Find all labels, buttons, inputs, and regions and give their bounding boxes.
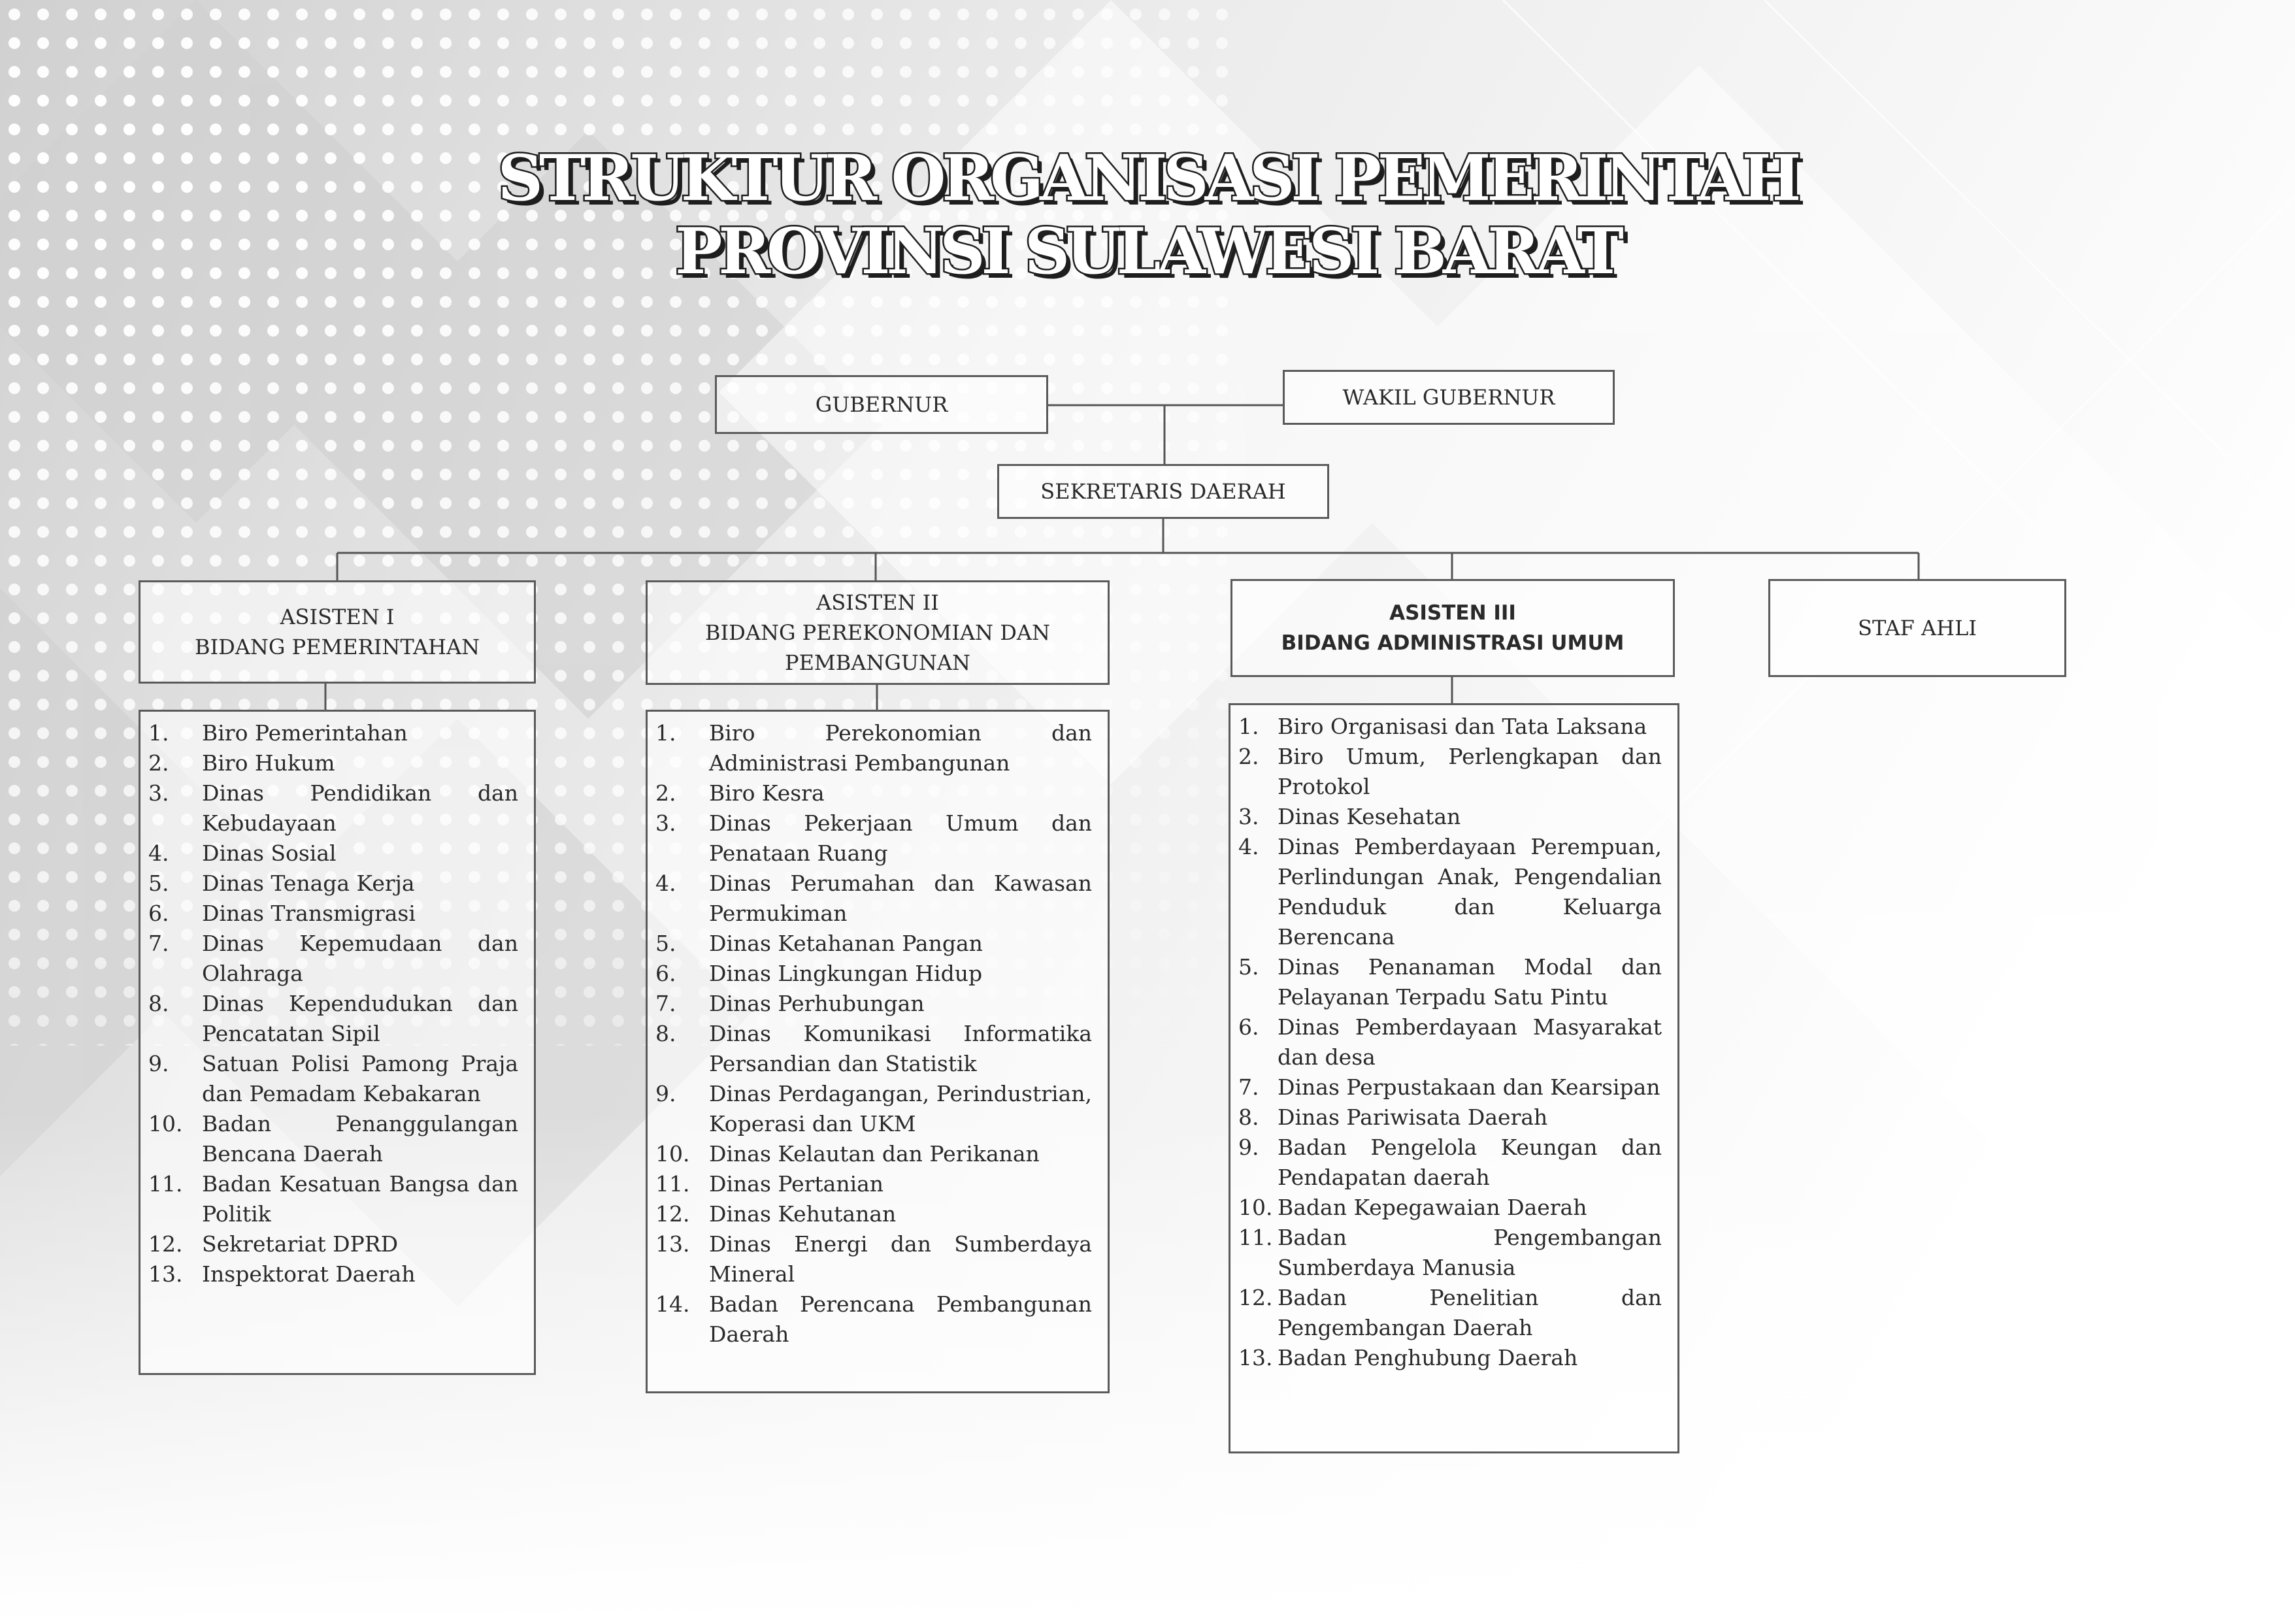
unit-list-item bbox=[655, 869, 1092, 929]
unit-list-item bbox=[655, 808, 1092, 869]
unit-list-item bbox=[148, 778, 518, 838]
unit-list-item bbox=[148, 1169, 518, 1229]
unit-number: 2. bbox=[148, 750, 169, 776]
unit-list-item bbox=[148, 1229, 518, 1259]
unit-number: 7. bbox=[1238, 1074, 1259, 1100]
unit-name: Badan Penghubung Daerah bbox=[1278, 1345, 1578, 1370]
unit-name: Dinas Kepemudaan dan Olahraga bbox=[202, 931, 518, 986]
unit-name: Biro Hukum bbox=[202, 750, 335, 776]
unit-number: 3. bbox=[1238, 804, 1259, 829]
unit-list-item bbox=[1238, 1283, 1662, 1343]
unit-name: Badan Kepegawaian Daerah bbox=[1278, 1195, 1587, 1220]
unit-number: 2. bbox=[655, 780, 676, 806]
unit-name: Badan Perencana Pembangunan Daerah bbox=[709, 1291, 1092, 1347]
unit-name: Biro Pemerintahan bbox=[202, 720, 408, 746]
unit-name: Dinas Kesehatan bbox=[1278, 804, 1461, 829]
unit-name: Dinas Perhubungan bbox=[709, 991, 925, 1016]
unit-number: 6. bbox=[1238, 1014, 1259, 1040]
unit-name: Badan Penelitian dan Pengembangan Daerah bbox=[1278, 1285, 1662, 1340]
wakil-gubernur-box bbox=[1283, 370, 1615, 425]
unit-name: Biro Perekonomian dan Administrasi Pembangunan bbox=[709, 720, 1092, 776]
unit-number: 1. bbox=[1238, 714, 1259, 739]
unit-number: 11. bbox=[148, 1171, 183, 1197]
unit-list-item bbox=[655, 1229, 1092, 1289]
unit-name: Dinas Pekerjaan Umum dan Penataan Ruang bbox=[709, 810, 1092, 866]
asisten-3-title: ASISTEN III bbox=[1389, 601, 1516, 625]
unit-list-item bbox=[655, 718, 1092, 778]
unit-number: 6. bbox=[148, 901, 169, 926]
unit-list-item bbox=[655, 959, 1092, 989]
asisten-1-unit-list bbox=[139, 710, 536, 1375]
asisten-2-box bbox=[646, 580, 1110, 685]
unit-number: 13. bbox=[148, 1261, 183, 1287]
unit-list-item bbox=[1238, 952, 1662, 1012]
unit-number: 5. bbox=[1238, 954, 1259, 980]
unit-list-item bbox=[1238, 1102, 1662, 1133]
asisten-1-field: BIDANG PEMERINTAHAN bbox=[194, 635, 480, 659]
unit-name: Dinas Komunikasi Informatika Persandian dan Statistik bbox=[709, 1021, 1092, 1076]
unit-list-item bbox=[1238, 1193, 1662, 1223]
unit-name: Dinas Tenaga Kerja bbox=[202, 870, 415, 896]
unit-list-item bbox=[655, 989, 1092, 1019]
unit-number: 4. bbox=[655, 870, 676, 896]
unit-list-item bbox=[148, 899, 518, 929]
unit-list-item bbox=[148, 1109, 518, 1169]
asisten-3-field: BIDANG ADMINISTRASI UMUM bbox=[1281, 631, 1625, 655]
unit-number: 1. bbox=[655, 720, 676, 746]
unit-number: 11. bbox=[1238, 1225, 1273, 1250]
unit-name: Badan Penanggulangan Bencana Daerah bbox=[202, 1111, 518, 1167]
unit-name: Dinas Pertanian bbox=[709, 1171, 884, 1197]
gubernur-label: GUBERNUR bbox=[815, 392, 948, 417]
unit-number: 12. bbox=[1238, 1285, 1273, 1310]
unit-name: Dinas Transmigrasi bbox=[202, 901, 416, 926]
unit-name: Dinas Sosial bbox=[202, 840, 337, 866]
unit-number: 8. bbox=[655, 1021, 676, 1046]
unit-number: 13. bbox=[655, 1231, 690, 1257]
unit-number: 4. bbox=[148, 840, 169, 866]
unit-number: 4. bbox=[1238, 834, 1259, 859]
unit-number: 8. bbox=[148, 991, 169, 1016]
unit-name: Badan Pengelola Keungan dan Pendapatan daerah bbox=[1278, 1135, 1662, 1190]
unit-list-item bbox=[148, 1049, 518, 1109]
unit-list-item bbox=[148, 748, 518, 778]
unit-name: Dinas Lingkungan Hidup bbox=[709, 961, 983, 986]
unit-list-item bbox=[655, 929, 1092, 959]
unit-number: 10. bbox=[655, 1141, 690, 1167]
page-title-line-1: STRUKTUR ORGANISASI PEMERINTAH bbox=[497, 141, 1798, 215]
unit-number: 3. bbox=[148, 780, 169, 806]
staf-ahli-label: STAF AHLI bbox=[1858, 616, 1977, 640]
unit-name: Satuan Polisi Pamong Praja dan Pemadam Kebakaran bbox=[202, 1051, 518, 1106]
unit-name: Inspektorat Daerah bbox=[202, 1261, 416, 1287]
unit-list-item bbox=[655, 1169, 1092, 1199]
unit-name: Sekretariat DPRD bbox=[202, 1231, 399, 1257]
unit-list-item bbox=[655, 1289, 1092, 1350]
asisten-1-box bbox=[139, 580, 536, 684]
unit-name: Dinas Kelautan dan Perikanan bbox=[709, 1141, 1040, 1167]
unit-name: Dinas Ketahanan Pangan bbox=[709, 931, 983, 956]
unit-list-item bbox=[655, 1139, 1092, 1169]
asisten-3-unit-list bbox=[1229, 703, 1679, 1453]
unit-number: 11. bbox=[655, 1171, 690, 1197]
asisten-2-unit-list bbox=[646, 710, 1110, 1393]
unit-number: 1. bbox=[148, 720, 169, 746]
unit-number: 3. bbox=[655, 810, 676, 836]
unit-list-item bbox=[148, 869, 518, 899]
unit-number: 7. bbox=[148, 931, 169, 956]
unit-number: 10. bbox=[148, 1111, 183, 1136]
unit-number: 5. bbox=[148, 870, 169, 896]
unit-list-item bbox=[655, 1019, 1092, 1079]
wakil-gubernur-label: WAKIL GUBERNUR bbox=[1342, 385, 1555, 410]
asisten-2-title: ASISTEN II bbox=[816, 590, 939, 615]
unit-number: 5. bbox=[655, 931, 676, 956]
unit-name: Dinas Pariwisata Daerah bbox=[1278, 1104, 1548, 1130]
unit-name: Dinas Energi dan Sumberdaya Mineral bbox=[709, 1231, 1092, 1287]
unit-list-item bbox=[148, 718, 518, 748]
unit-name: Dinas Perpustakaan dan Kearsipan bbox=[1278, 1074, 1660, 1100]
unit-list-item bbox=[148, 838, 518, 869]
gubernur-box bbox=[715, 375, 1048, 434]
unit-number: 7. bbox=[655, 991, 676, 1016]
sekretaris-daerah-box bbox=[997, 464, 1329, 519]
unit-name: Biro Umum, Perlengkapan dan Protokol bbox=[1278, 744, 1662, 799]
unit-number: 9. bbox=[655, 1081, 676, 1106]
unit-list-item bbox=[655, 778, 1092, 808]
unit-number: 2. bbox=[1238, 744, 1259, 769]
unit-list-item bbox=[1238, 1223, 1662, 1283]
unit-name: Badan Kesatuan Bangsa dan Politik bbox=[202, 1171, 518, 1227]
unit-list-item bbox=[1238, 1012, 1662, 1072]
unit-name: Dinas Penanaman Modal dan Pelayanan Terpadu Satu Pintu bbox=[1278, 954, 1662, 1010]
unit-name: Dinas Perumahan dan Kawasan Permukiman bbox=[709, 870, 1092, 926]
page-title-line-2: PROVINSI SULAWESI BARAT bbox=[675, 214, 1620, 288]
unit-list-item bbox=[1238, 742, 1662, 802]
unit-name: Biro Kesra bbox=[709, 780, 825, 806]
unit-number: 10. bbox=[1238, 1195, 1273, 1220]
asisten-2-field: BIDANG PEREKONOMIAN DAN bbox=[705, 620, 1050, 645]
unit-number: 9. bbox=[1238, 1135, 1259, 1160]
unit-list-item bbox=[655, 1079, 1092, 1139]
staf-ahli-box bbox=[1768, 579, 2066, 677]
unit-list-item bbox=[655, 1199, 1092, 1229]
unit-number: 14. bbox=[655, 1291, 690, 1317]
unit-name: Dinas Kependudukan dan Pencatatan Sipil bbox=[202, 991, 518, 1046]
unit-name: Badan Pengembangan Sumberdaya Manusia bbox=[1278, 1225, 1662, 1280]
unit-number: 8. bbox=[1238, 1104, 1259, 1130]
unit-list-item bbox=[148, 1259, 518, 1289]
unit-number: 12. bbox=[148, 1231, 183, 1257]
asisten-1-title: ASISTEN I bbox=[280, 605, 395, 629]
unit-number: 6. bbox=[655, 961, 676, 986]
unit-number: 9. bbox=[148, 1051, 169, 1076]
unit-number: 13. bbox=[1238, 1345, 1273, 1370]
unit-name: Biro Organisasi dan Tata Laksana bbox=[1278, 714, 1647, 739]
asisten-2-field-cont: PEMBANGUNAN bbox=[785, 650, 970, 675]
unit-number: 12. bbox=[655, 1201, 690, 1227]
unit-name: Dinas Pemberdayaan Masyarakat dan desa bbox=[1278, 1014, 1662, 1070]
unit-name: Dinas Perdagangan, Perindustrian, Koperasi dan UKM bbox=[709, 1081, 1092, 1136]
unit-list-item bbox=[148, 929, 518, 989]
unit-name: Dinas Pendidikan dan Kebudayaan bbox=[202, 780, 518, 836]
asisten-3-box bbox=[1230, 579, 1675, 677]
unit-list-item bbox=[148, 989, 518, 1049]
sekretaris-daerah-label: SEKRETARIS DAERAH bbox=[1040, 479, 1286, 504]
unit-list-item bbox=[1238, 1343, 1662, 1373]
unit-list-item bbox=[1238, 1072, 1662, 1102]
unit-list-item bbox=[1238, 832, 1662, 952]
unit-name: Dinas Pemberdayaan Perempuan, Perlindungan Anak, Pengendalian Penduduk dan Keluarga Berencana bbox=[1278, 834, 1662, 950]
unit-list-item bbox=[1238, 712, 1662, 742]
unit-list-item bbox=[1238, 802, 1662, 832]
unit-name: Dinas Kehutanan bbox=[709, 1201, 897, 1227]
unit-list-item bbox=[1238, 1133, 1662, 1193]
